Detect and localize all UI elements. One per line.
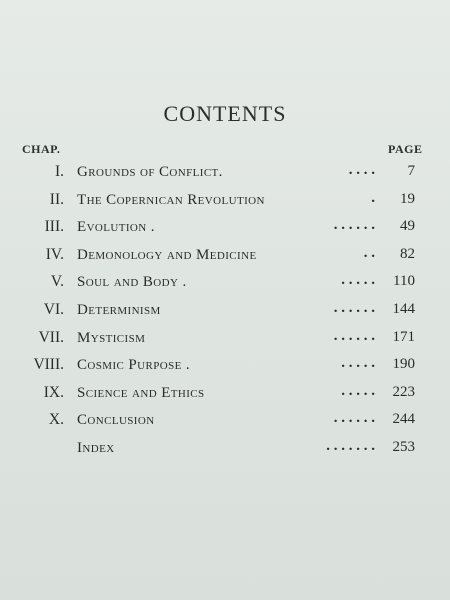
- chapter-title: Mysticism: [77, 329, 146, 346]
- page-number: 223: [392, 383, 415, 400]
- dot-leader: . . . . . .: [333, 217, 375, 234]
- toc-row: [0, 188, 450, 216]
- page-number: 19: [400, 190, 415, 207]
- page-number: 244: [392, 411, 415, 428]
- dot-leader: . . . . . .: [333, 327, 375, 344]
- page-number: 110: [393, 273, 415, 290]
- toc-row: [0, 243, 450, 271]
- toc-row: [0, 326, 450, 354]
- dot-leader: . . . .: [348, 162, 375, 178]
- chapter-number: IX.: [43, 383, 64, 401]
- toc-row: [0, 408, 450, 436]
- chapter-number: VIII.: [33, 356, 64, 374]
- toc-row: [0, 298, 450, 326]
- page-number: 144: [392, 300, 415, 317]
- table-of-contents: [0, 160, 450, 464]
- toc-row: [0, 353, 450, 381]
- page-number: 7: [407, 163, 415, 179]
- dot-leader: . . . . .: [341, 272, 375, 289]
- chapter-title: Grounds of Conflict.: [77, 164, 223, 180]
- page-number: 171: [392, 328, 415, 345]
- toc-row: [0, 160, 450, 188]
- chapter-title: The Copernican Revolution: [77, 191, 265, 208]
- chapter-number: X.: [48, 411, 64, 429]
- chapter-title: Index: [77, 439, 115, 456]
- chapter-number: IV.: [45, 245, 64, 263]
- dot-leader: . . . . . .: [333, 410, 375, 427]
- toc-row: [0, 215, 450, 243]
- page-number: 82: [400, 245, 415, 262]
- chapter-title: Determinism: [77, 301, 161, 318]
- page-number: 253: [392, 438, 415, 455]
- chapter-number: VI.: [43, 300, 64, 318]
- chapter-title: Science and Ethics: [77, 384, 205, 401]
- toc-row: [0, 270, 450, 298]
- chapter-title: Evolution .: [77, 219, 155, 236]
- dot-leader: .: [371, 189, 375, 206]
- dot-leader: . . . . .: [341, 382, 375, 399]
- page-title: CONTENTS: [163, 101, 287, 126]
- chapter-number: II.: [49, 190, 64, 208]
- toc-row: [0, 436, 450, 464]
- dot-leader: . . . . . .: [333, 299, 375, 316]
- dot-leader: . . . . . . .: [326, 437, 375, 454]
- chapter-number: III.: [44, 218, 64, 236]
- page-column-header: PAGE: [388, 142, 423, 156]
- chapter-number: I.: [54, 163, 64, 180]
- page-number: 190: [392, 356, 415, 373]
- chapter-number: VII.: [38, 328, 64, 346]
- dot-leader: . .: [363, 244, 375, 261]
- chapter-title: Soul and Body .: [77, 274, 187, 291]
- dot-leader: . . . . .: [341, 355, 375, 372]
- chapter-number: V.: [50, 273, 64, 291]
- chapter-title: Cosmic Purpose .: [77, 357, 191, 374]
- chapter-title: Demonology and Medicine: [77, 246, 257, 263]
- chapter-column-header: CHAP.: [22, 142, 61, 156]
- page-number: 49: [400, 218, 415, 235]
- toc-row: [0, 381, 450, 409]
- chapter-title: Conclusion: [77, 412, 155, 429]
